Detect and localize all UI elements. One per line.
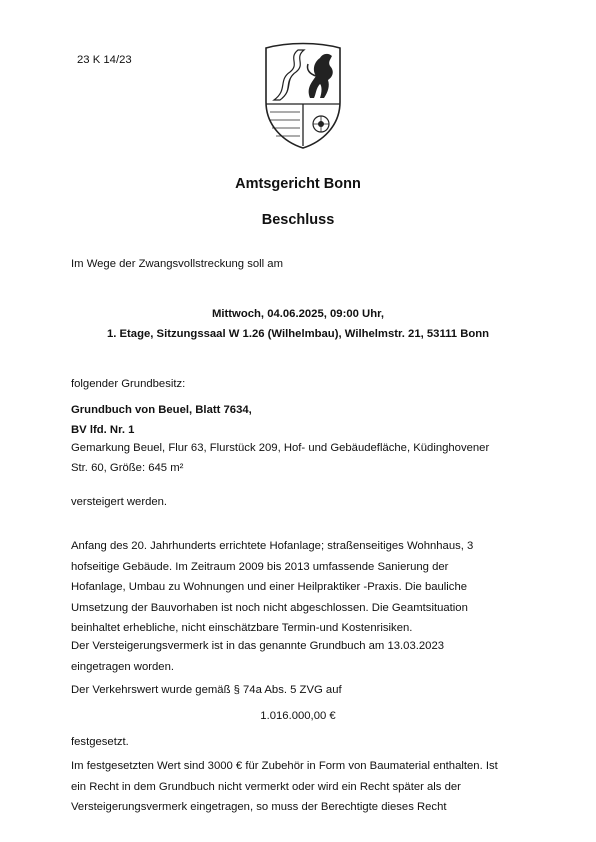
nrw-coat-of-arms-icon [258,40,348,150]
note-line: eingetragen worden. [71,660,175,673]
property-description-line: Gemarkung Beuel, Flur 63, Flurstück 209, Hof- und Gebäudefläche, Küdinghovener [71,442,490,454]
register-entry: Grundbuch von Beuel, Blatt 7634, [71,404,252,416]
summary-line: beinhaltet erhebliche, nicht einschätzbare Termin-und Kostenrisiken. [71,622,413,635]
file-number: 23 K 14/23 [77,54,132,66]
summary-line: hofseitige Gebäude. Im Zeitraum 2009 bis 2013 umfassende Sanierung der [71,560,449,573]
court-name: Amtsgericht Bonn [235,176,361,192]
property-summary [71,536,533,639]
auction-location: 1. Etage, Sitzungssaal W 1.26 (Wilhelmbau), Wilhelmstr. 21, 53111 Bonn [106,328,490,340]
bv-number: BV lfd. Nr. 1 [71,424,135,436]
property-description-line: Str. 60, Größe: 645 m² [71,462,184,474]
market-value: 1.016.000,00 € [260,710,336,722]
summary-line: Anfang des 20. Jahrhunderts errichtete Hofanlage; straßenseitiges Wohnhaus, 3 [71,540,474,552]
registration-note [71,636,533,677]
closing-line: Versteigerungsvermerk eingetragen, so muss der Berechtigte dieses Recht [71,801,447,814]
closing-line: ein Recht in dem Grundbuch nicht vermerkt oder wird ein Recht später als der [71,780,461,793]
auction-date: Mittwoch, 04.06.2025, 09:00 Uhr, [211,308,385,320]
property-label: folgender Grundbesitz: [71,378,186,390]
summary-line: Umsetzung der Bauvorhaben ist noch nicht abgeschlossen. Die Geamtsituation [71,601,468,614]
value-intro: Der Verkehrswert wurde gemäß § 74a Abs. 5 ZVG auf [71,684,342,696]
summary-line: Hofanlage, Umbau zu Wohnungen und einer Heilpraktiker -Praxis. Die bauliche [71,581,468,594]
closing-paragraph [71,756,533,818]
fixed-text: festgesetzt. [71,736,129,748]
document-title: Beschluss [261,212,335,228]
auctioned-text: versteigert werden. [71,496,168,508]
closing-line: Im festgesetzten Wert sind 3000 € für Zubehör in Form von Baumaterial enthalten. Ist [71,760,498,772]
note-line: Der Versteigerungsvermerk ist in das genannte Grundbuch am 13.03.2023 [71,640,445,652]
intro-text: Im Wege der Zwangsvollstreckung soll am [71,258,284,270]
